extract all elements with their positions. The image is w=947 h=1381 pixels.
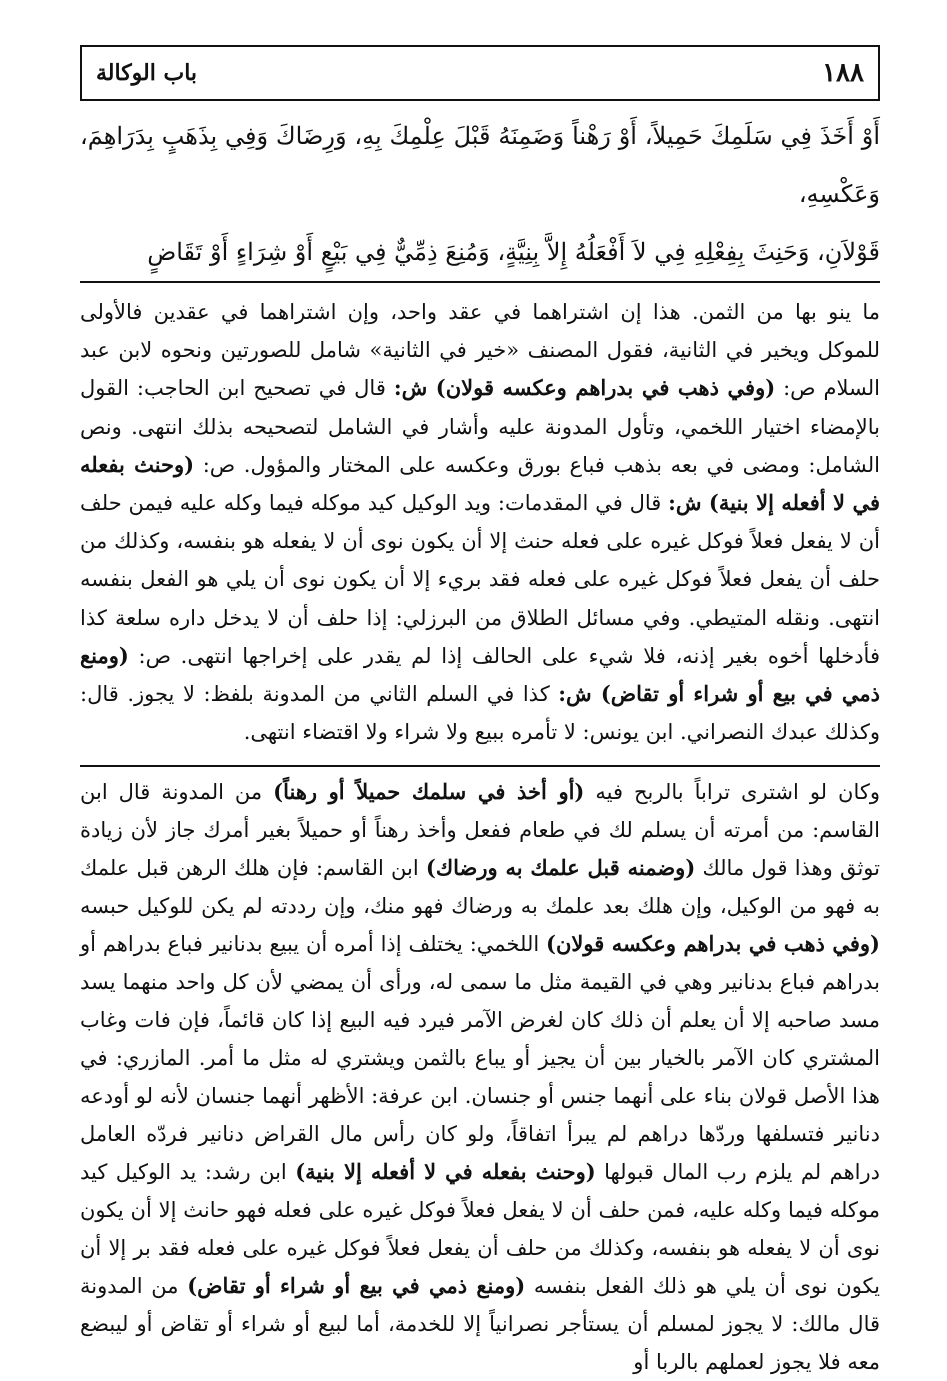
quoted-matn: (وضمنه قبل علمك به ورضاك) [425, 855, 696, 881]
page-header [80, 45, 880, 101]
main-text-line: أَوْ أَخَذَ فِي سَلَمِكَ حَمِيلاً، أَوْ رَهْناً وَضَمِنَهُ قَبْلَ عِلْمِكَ بِهِ، وَرِضَاكَ وَفِي بِذَهَبٍ بِدَرَاهِمَ، وَعَكْسِهِ، [80, 122, 880, 208]
commentary-text: قال في المقدمات: ويد الوكيل كيد موكله فيما وكله عليه فيمن حلف أن لا يفعل فعلاً فوكل غيره على فعله حنث إلا أن يكون نوى أن لا يفعله هو بنفسه، وكذلك من حلف أن يفعل فعلاً فوكل غيره على فعله فقد بريء إلا أن يكون نوى أن يلي هو الفعل بنفسه انتهى. ونقله المتيطي. وفي مسائل الطلاق من البرزلي: إذا حلف أن لا يدخل داره سلعة كذا فأدخلها أخوه بغير إذنه، فلا شيء على الحالف إذا لم يقدر على إخراجها انتهى. ص: [80, 491, 880, 668]
chapter-title: باب الوكالة [96, 60, 198, 86]
quoted-matn: (ومنع ذمي في بيع أو شراء أو تقاض) ش: [80, 642, 880, 707]
page-number: ١٨٨ [822, 58, 864, 88]
section-divider [80, 765, 880, 767]
quoted-matn: (وحنث بفعله في لا أفعله إلا بنية) [295, 1159, 596, 1185]
book-page [80, 45, 880, 1381]
main-text [80, 107, 880, 281]
section-divider [80, 281, 880, 283]
commentary-text: من المدونة قال مالك: لا يجوز لمسلم أن يستأجر نصرانياً إلا للخدمة، أما لبيع أو شراء أو تقاض أو ليبضع معه فلا يجوز لعملهم بالربا أو [80, 1274, 880, 1375]
commentary-text: وكان لو اشترى تراباً بالربح فيه [584, 780, 881, 805]
commentary-text: كذا في السلم الثاني من المدونة بلفظ: لا يجوز. قال: وكذلك عبدك النصراني. ابن يونس: لا تأمره ببيع ولا شراء ولا اقتضاء انتهى. [80, 682, 880, 745]
commentary-text: ابن القاسم: فإن هلك الرهن قبل علمك به فهو من الوكيل، وإن هلك بعد علمك به ورضاك فهو منك، وإن رددته لم يكن للوكيل حبسه [80, 856, 880, 919]
commentary-text: من المدونة قال ابن القاسم: من أمرته أن يسلم لك في طعام ففعل وأخذ رهناً أو حميلاً بغير أمرك جاز لأن زيادة توثق وهذا قول مالك [80, 780, 880, 881]
commentary-text: اللخمي: يختلف إذا أمره أن يبيع بدنانير فباع بدراهم أو بدراهم فباع بدنانير وهي في القيمة مثل ما سمى له، ورأى أن يمضي لأن كل واحد منهما يسد مسد صاحبه إلا أن يعلم أن ذلك كان لغرض الآمر فيرد فيه البيع إذا كان قائماً، فإن فات وغاب المشتري كان الآمر بالخيار بين أن يجيز أو يباع بالثمن ويشتري له مثل ما أمر. المازري: في هذا الأصل قولان بناء على أنهما جنس أو جنسان. ابن عرفة: الأظهر أنهما جنسان لأنه لو أودعه دنانير فتسلفها وردّها دراهم لم يبرأ اتفاقاً، ولو كان رأس مال القراض دنانير فردّه العامل دراهم لم يلزم رب المال قبولها [80, 932, 880, 1185]
main-text-line: قَوْلاَنِ، وَحَنِثَ بِفِعْلِهِ فِي لاَ أَفْعَلُهُ إِلاَّ بِنِيَّةٍ، وَمُنِعَ ذِمِّيٌّ فِي بَيْعٍ أَوْ شِرَاءٍ أَوْ تَقَاضٍ [147, 238, 880, 266]
quoted-matn: (وفي ذهب في بدراهم وعكسه قولان) [546, 931, 880, 957]
commentary-paragraph [80, 293, 880, 751]
quoted-matn: (ومنع ذمي في بيع أو شراء أو تقاض) [187, 1273, 526, 1299]
quoted-matn: (وحنث بفعله في لا أفعله إلا بنية) ش: [80, 451, 881, 516]
commentary-section-1 [80, 293, 880, 751]
quoted-matn: (أو أخذ في سلمك حميلاً أو رهناً) [273, 779, 585, 805]
commentary-text: ما ينو بها من الثمن. هذا إن اشتراهما في عقد واحد، وإن اشتراهما في عقدين فالأولى للموكل ويخير في الثانية، فقول المصنف «خير في الثانية» شامل للصورتين ونحوه لابن عبد السلام ص: [80, 300, 880, 401]
commentary-text: ابن رشد: يد الوكيل كيد موكله فيما وكله عليه، فمن حلف أن لا يفعل فعلاً فوكل غيره على فعله فهو حانث إلا أن يكون نوى أن لا يفعله هو بنفسه، وكذلك من حلف أن يفعل فعلاً فوكل غيره على فعله فقد بر إلا أن يكون نوى أن يلي هو ذلك الفعل بنفسه [80, 1160, 880, 1299]
commentary-text: قال في تصحيح ابن الحاجب: القول بالإمضاء اختيار اللخمي، وتأول المدونة عليه وأشار في الشامل لتصحيحه بذلك انتهى. ونص الشامل: ومضى في بعه بذهب فباع بورق وعكسه على المختار والمؤول. ص: [80, 376, 880, 477]
commentary-section-2 [80, 773, 880, 1381]
commentary-paragraph [80, 773, 880, 1381]
quoted-matn: (وفي ذهب في بدراهم وعكسه قولان) ش: [393, 375, 776, 401]
